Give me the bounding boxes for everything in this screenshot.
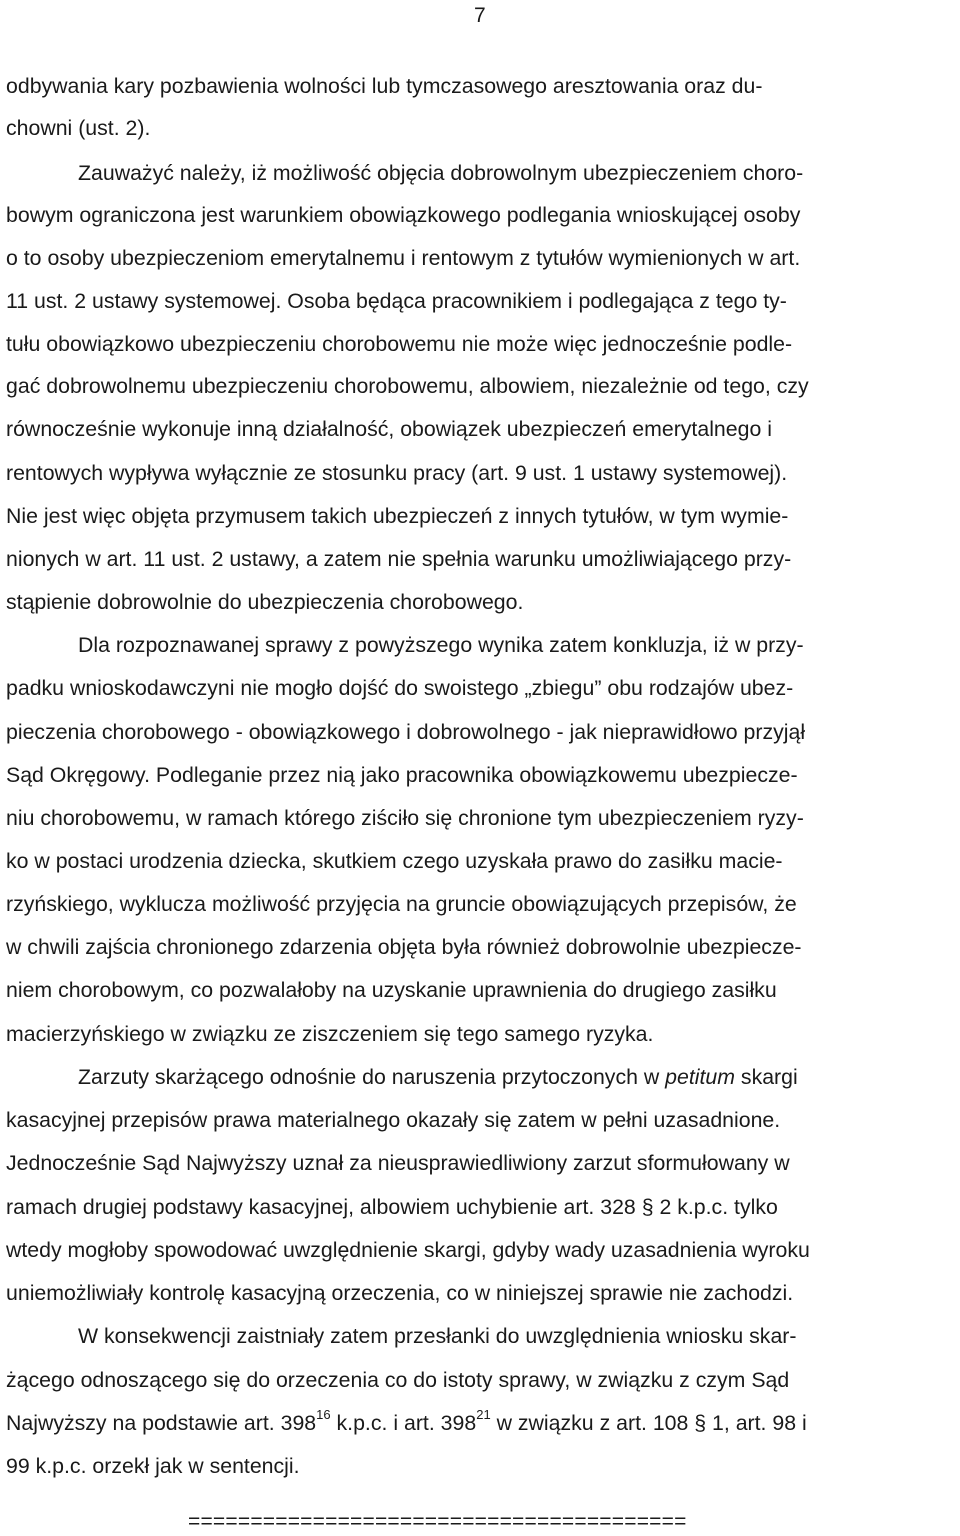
text-line (6, 1406, 807, 1437)
separator-line: ======================================== (188, 1510, 687, 1533)
text-line: równocześnie wykonuje inną działalność, obowiązek ubezpieczeń emerytalnego i (6, 417, 772, 441)
text-line: 11 ust. 2 ustawy systemowej. Osoba będąca pracownikiem i podlegająca z tego ty- (6, 289, 787, 313)
text-line: rzyńskiego, wyklucza możliwość przyjęcia na gruncie obowiązujących przepisów, że (6, 892, 797, 916)
text-line: chowni (ust. 2). (6, 116, 151, 140)
page-number: 7 (474, 4, 486, 27)
text-line: żącego odnoszącego się do orzeczenia co do istoty sprawy, w związku z czym Sąd (6, 1368, 790, 1392)
text-line: gać dobrowolnemu ubezpieczeniu chorobowemu, albowiem, niezależnie od tego, czy (6, 374, 809, 398)
superscript: 16 (316, 1406, 331, 1422)
text-line: 99 k.p.c. orzekł jak w sentencji. (6, 1454, 300, 1478)
text-line: padku wnioskodawczyni nie mogło dojść do swoistego „zbiegu” obu rodzajów ubez- (6, 676, 794, 700)
text-line: Zauważyć należy, iż możliwość objęcia dobrowolnym ubezpieczeniem choro- (78, 161, 804, 185)
text-line: tułu obowiązkowo ubezpieczeniu chorobowemu nie może więc jednocześnie podle- (6, 332, 793, 356)
text-line: nionych w art. 11 ust. 2 ustawy, a zatem nie spełnia warunku umożliwiającego przy- (6, 547, 792, 571)
text-line: Zarzuty skarżącego odnośnie do naruszenia przytoczonych w petitum skargi (78, 1065, 798, 1089)
text-line: Nie jest więc objęta przymusem takich ubezpieczeń z innych tytułów, w tym wymie- (6, 504, 789, 528)
text-line: niu chorobowemu, w ramach którego ziściło się chronione tym ubezpieczeniem ryzy- (6, 806, 804, 830)
text-line: Jednocześnie Sąd Najwyższy uznał za nieusprawiedliwiony zarzut sformułowany w (6, 1151, 790, 1175)
text-line: W konsekwencji zaistniały zatem przesłanki do uwzględnienia wniosku skar- (78, 1324, 797, 1348)
text-line: Dla rozpoznawanej sprawy z powyższego wynika zatem konkluzja, iż w przy- (78, 633, 804, 657)
text-line: stąpienie dobrowolnie do ubezpieczenia chorobowego. (6, 590, 524, 614)
text-line: w chwili zajścia chronionego zdarzenia objęta była również dobrowolnie ubezpiecze- (6, 935, 802, 959)
text-line: ko w postaci urodzenia dziecka, skutkiem czego uzyskała prawo do zasiłku macie- (6, 849, 783, 873)
text-line: o to osoby ubezpieczeniom emerytalnemu i rentowym z tytułów wymienionych w art. (6, 246, 801, 270)
text-line: uniemożliwiały kontrolę kasacyjną orzeczenia, co w niniejszej sprawie nie zachodzi. (6, 1281, 794, 1305)
text-line: wtedy mogłoby spowodować uwzględnienie skargi, gdyby wady uzasadnienia wyroku (6, 1238, 810, 1262)
italic-term: petitum (665, 1065, 735, 1089)
text-line: rentowych wypływa wyłącznie ze stosunku pracy (art. 9 ust. 1 ustawy systemowej). (6, 461, 788, 485)
text-line: ramach drugiej podstawy kasacyjnej, albowiem uchybienie art. 328 § 2 k.p.c. tylko (6, 1195, 778, 1219)
text-line: niem chorobowym, co pozwalałoby na uzyskanie uprawnienia do drugiego zasiłku (6, 978, 777, 1002)
text-line: kasacyjnej przepisów prawa materialnego okazały się zatem w pełni uzasadnione. (6, 1108, 781, 1132)
superscript: 21 (476, 1406, 491, 1422)
text-line: macierzyńskiego w związku ze ziszczeniem się tego samego ryzyka. (6, 1022, 654, 1046)
text-span: Najwyższy na podstawie art. 398 (6, 1411, 317, 1435)
text-line: bowym ograniczona jest warunkiem obowiązkowego podlegania wnioskującej osoby (6, 203, 801, 227)
text-line: Sąd Okręgowy. Podleganie przez nią jako pracownika obowiązkowemu ubezpiecze- (6, 763, 798, 787)
text-span: w związku z art. 108 § 1, art. 98 i (490, 1411, 807, 1435)
text-span: k.p.c. i art. 398 (330, 1411, 477, 1435)
text-line: pieczenia chorobowego - obowiązkowego i dobrowolnego - jak nieprawidłowo przyjął (6, 720, 806, 744)
text-line: odbywania kary pozbawienia wolności lub tymczasowego aresztowania oraz du- (6, 74, 763, 98)
